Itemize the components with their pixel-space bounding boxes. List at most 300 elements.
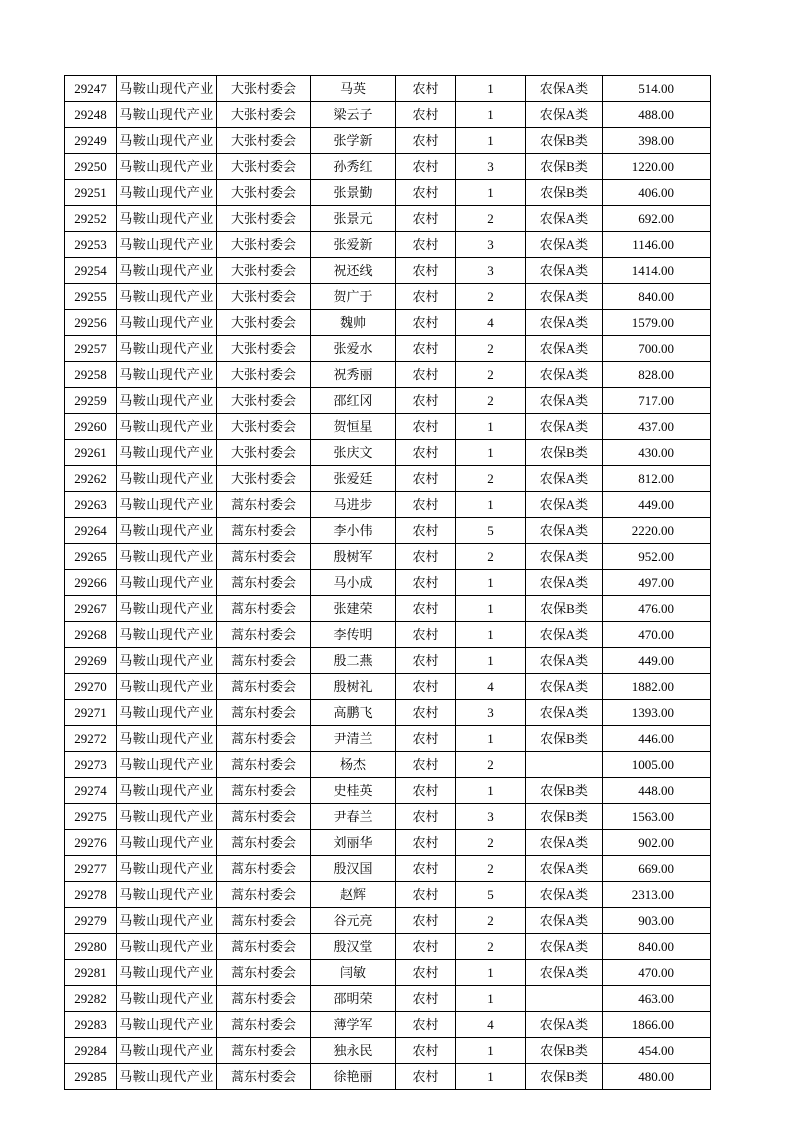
- table-cell-category: 农村: [396, 310, 456, 336]
- table-cell-amount: 449.00: [603, 648, 711, 674]
- table-cell-name: 杨杰: [311, 752, 396, 778]
- table-cell-village: 蒿东村委会: [217, 1038, 311, 1064]
- table-cell-village: 蒿东村委会: [217, 674, 311, 700]
- table-cell-name: 张学新: [311, 128, 396, 154]
- table-cell-village: 大张村委会: [217, 388, 311, 414]
- table-cell-count: 1: [456, 414, 526, 440]
- table-cell-zone: 马鞍山现代产业: [117, 128, 217, 154]
- table-row: [65, 336, 711, 362]
- table-cell-count: 4: [456, 674, 526, 700]
- table-cell-count: 1: [456, 622, 526, 648]
- table-cell-category: 农村: [396, 466, 456, 492]
- table-cell-insurance: 农保A类: [526, 934, 603, 960]
- table-cell-insurance: 农保A类: [526, 856, 603, 882]
- table-cell-zone: 马鞍山现代产业: [117, 232, 217, 258]
- table-cell-insurance: 农保A类: [526, 414, 603, 440]
- table-cell-village: 大张村委会: [217, 128, 311, 154]
- table-cell-category: 农村: [396, 934, 456, 960]
- table-cell-count: 4: [456, 310, 526, 336]
- table-cell-amount: 902.00: [603, 830, 711, 856]
- table-cell-id: 29263: [65, 492, 117, 518]
- table-cell-id: 29249: [65, 128, 117, 154]
- table-row: [65, 1064, 711, 1090]
- table-cell-id: 29255: [65, 284, 117, 310]
- table-cell-insurance: 农保A类: [526, 466, 603, 492]
- table-row: [65, 622, 711, 648]
- table-cell-category: 农村: [396, 1064, 456, 1090]
- table-cell-category: 农村: [396, 570, 456, 596]
- table-cell-id: 29266: [65, 570, 117, 596]
- table-cell-id: 29280: [65, 934, 117, 960]
- table-cell-amount: 1220.00: [603, 154, 711, 180]
- table-cell-amount: 454.00: [603, 1038, 711, 1064]
- table-cell-category: 农村: [396, 518, 456, 544]
- table-cell-village: 蒿东村委会: [217, 492, 311, 518]
- table-cell-zone: 马鞍山现代产业: [117, 336, 217, 362]
- table-cell-amount: 1579.00: [603, 310, 711, 336]
- table-cell-count: 1: [456, 1038, 526, 1064]
- table-cell-zone: 马鞍山现代产业: [117, 362, 217, 388]
- table-cell-name: 马小成: [311, 570, 396, 596]
- table-cell-zone: 马鞍山现代产业: [117, 830, 217, 856]
- table-cell-name: 史桂英: [311, 778, 396, 804]
- table-cell-count: 3: [456, 804, 526, 830]
- table-cell-village: 大张村委会: [217, 310, 311, 336]
- table-cell-amount: 669.00: [603, 856, 711, 882]
- table-row: [65, 544, 711, 570]
- table-cell-insurance: 农保B类: [526, 596, 603, 622]
- table-cell-category: 农村: [396, 674, 456, 700]
- table-cell-amount: 448.00: [603, 778, 711, 804]
- table-cell-id: 29265: [65, 544, 117, 570]
- table-cell-insurance: 农保B类: [526, 726, 603, 752]
- table-cell-count: 2: [456, 388, 526, 414]
- table-cell-count: 3: [456, 700, 526, 726]
- table-cell-name: 尹春兰: [311, 804, 396, 830]
- table-cell-village: 蒿东村委会: [217, 596, 311, 622]
- table-cell-amount: 497.00: [603, 570, 711, 596]
- table-row: [65, 414, 711, 440]
- table-cell-name: 邵红冈: [311, 388, 396, 414]
- table-cell-zone: 马鞍山现代产业: [117, 726, 217, 752]
- table-cell-id: 29279: [65, 908, 117, 934]
- table-row: [65, 310, 711, 336]
- table-cell-category: 农村: [396, 856, 456, 882]
- table-cell-village: 蒿东村委会: [217, 1012, 311, 1038]
- table-cell-amount: 476.00: [603, 596, 711, 622]
- table-cell-category: 农村: [396, 180, 456, 206]
- table-cell-category: 农村: [396, 336, 456, 362]
- table-cell-id: 29284: [65, 1038, 117, 1064]
- table-cell-name: 徐艳丽: [311, 1064, 396, 1090]
- table-cell-count: 1: [456, 596, 526, 622]
- table-cell-category: 农村: [396, 102, 456, 128]
- table-cell-category: 农村: [396, 622, 456, 648]
- table-cell-amount: 470.00: [603, 622, 711, 648]
- table-cell-insurance: [526, 986, 603, 1012]
- table-cell-insurance: 农保A类: [526, 336, 603, 362]
- table-cell-id: 29283: [65, 1012, 117, 1038]
- table-cell-village: 蒿东村委会: [217, 882, 311, 908]
- table-cell-id: 29256: [65, 310, 117, 336]
- table-cell-village: 蒿东村委会: [217, 778, 311, 804]
- table-cell-category: 农村: [396, 154, 456, 180]
- table-cell-zone: 马鞍山现代产业: [117, 284, 217, 310]
- table-cell-category: 农村: [396, 778, 456, 804]
- table-cell-insurance: 农保A类: [526, 388, 603, 414]
- table-cell-insurance: 农保A类: [526, 882, 603, 908]
- table-cell-amount: 437.00: [603, 414, 711, 440]
- table-cell-village: 蒿东村委会: [217, 830, 311, 856]
- table-cell-category: 农村: [396, 1012, 456, 1038]
- table-cell-zone: 马鞍山现代产业: [117, 76, 217, 102]
- table-cell-zone: 马鞍山现代产业: [117, 570, 217, 596]
- table-cell-id: 29277: [65, 856, 117, 882]
- table-cell-insurance: 农保A类: [526, 362, 603, 388]
- table-cell-count: 2: [456, 856, 526, 882]
- table-cell-village: 蒿东村委会: [217, 570, 311, 596]
- table-row: [65, 882, 711, 908]
- table-cell-name: 闫敏: [311, 960, 396, 986]
- table-cell-count: 1: [456, 492, 526, 518]
- table-cell-name: 孙秀红: [311, 154, 396, 180]
- table-cell-village: 蒿东村委会: [217, 804, 311, 830]
- table-row: [65, 752, 711, 778]
- table-row: [65, 830, 711, 856]
- table-cell-name: 邵明荣: [311, 986, 396, 1012]
- table-cell-count: 2: [456, 206, 526, 232]
- table-cell-insurance: 农保B类: [526, 804, 603, 830]
- table-cell-insurance: 农保A类: [526, 1012, 603, 1038]
- table-cell-zone: 马鞍山现代产业: [117, 466, 217, 492]
- table-cell-id: 29274: [65, 778, 117, 804]
- table-cell-insurance: 农保B类: [526, 1038, 603, 1064]
- table-cell-village: 大张村委会: [217, 414, 311, 440]
- table-cell-name: 梁云子: [311, 102, 396, 128]
- table-cell-id: 29248: [65, 102, 117, 128]
- table-cell-count: 1: [456, 180, 526, 206]
- table-cell-village: 蒿东村委会: [217, 960, 311, 986]
- table-cell-zone: 马鞍山现代产业: [117, 622, 217, 648]
- table-cell-amount: 1005.00: [603, 752, 711, 778]
- table-cell-insurance: 农保B类: [526, 180, 603, 206]
- table-cell-name: 张爱新: [311, 232, 396, 258]
- table-cell-id: 29252: [65, 206, 117, 232]
- table-cell-village: 蒿东村委会: [217, 934, 311, 960]
- table-cell-category: 农村: [396, 830, 456, 856]
- table-cell-village: 大张村委会: [217, 466, 311, 492]
- table-row: [65, 466, 711, 492]
- table-cell-name: 殷二燕: [311, 648, 396, 674]
- table-cell-category: 农村: [396, 128, 456, 154]
- table-cell-zone: 马鞍山现代产业: [117, 206, 217, 232]
- table-cell-category: 农村: [396, 388, 456, 414]
- table-cell-name: 张建荣: [311, 596, 396, 622]
- table-row: [65, 206, 711, 232]
- table-cell-amount: 812.00: [603, 466, 711, 492]
- table-cell-amount: 430.00: [603, 440, 711, 466]
- table-row: [65, 440, 711, 466]
- table-cell-village: 大张村委会: [217, 336, 311, 362]
- table-cell-insurance: 农保B类: [526, 1064, 603, 1090]
- table-cell-zone: 马鞍山现代产业: [117, 102, 217, 128]
- table-cell-zone: 马鞍山现代产业: [117, 388, 217, 414]
- table-row: [65, 388, 711, 414]
- table-cell-id: 29285: [65, 1064, 117, 1090]
- table-cell-category: 农村: [396, 804, 456, 830]
- table-cell-id: 29257: [65, 336, 117, 362]
- table-cell-name: 李小伟: [311, 518, 396, 544]
- table-cell-insurance: 农保A类: [526, 960, 603, 986]
- table-cell-amount: 1882.00: [603, 674, 711, 700]
- table-cell-id: 29260: [65, 414, 117, 440]
- table-cell-name: 贺广于: [311, 284, 396, 310]
- table-cell-id: 29247: [65, 76, 117, 102]
- table-cell-id: 29258: [65, 362, 117, 388]
- table-cell-village: 蒿东村委会: [217, 752, 311, 778]
- table-row: [65, 128, 711, 154]
- table-cell-count: 2: [456, 466, 526, 492]
- table-cell-amount: 2220.00: [603, 518, 711, 544]
- table-row: [65, 908, 711, 934]
- table-cell-village: 蒿东村委会: [217, 856, 311, 882]
- table-cell-name: 殷汉堂: [311, 934, 396, 960]
- table-cell-zone: 马鞍山现代产业: [117, 804, 217, 830]
- table-cell-category: 农村: [396, 960, 456, 986]
- table-cell-name: 殷树礼: [311, 674, 396, 700]
- table-cell-category: 农村: [396, 206, 456, 232]
- table-cell-id: 29275: [65, 804, 117, 830]
- table-cell-amount: 2313.00: [603, 882, 711, 908]
- table-row: [65, 596, 711, 622]
- table-row: [65, 102, 711, 128]
- table-cell-amount: 692.00: [603, 206, 711, 232]
- table-cell-village: 大张村委会: [217, 284, 311, 310]
- table-cell-insurance: [526, 752, 603, 778]
- table-cell-insurance: 农保A类: [526, 544, 603, 570]
- table-row: [65, 180, 711, 206]
- table-cell-category: 农村: [396, 76, 456, 102]
- table-cell-amount: 903.00: [603, 908, 711, 934]
- table-cell-amount: 840.00: [603, 284, 711, 310]
- table-row: [65, 700, 711, 726]
- table-cell-count: 1: [456, 570, 526, 596]
- table-cell-count: 1: [456, 76, 526, 102]
- table-cell-village: 大张村委会: [217, 102, 311, 128]
- table-cell-amount: 398.00: [603, 128, 711, 154]
- table-cell-zone: 马鞍山现代产业: [117, 986, 217, 1012]
- table-cell-insurance: 农保A类: [526, 492, 603, 518]
- table-cell-zone: 马鞍山现代产业: [117, 544, 217, 570]
- table-cell-insurance: 农保A类: [526, 232, 603, 258]
- table-cell-category: 农村: [396, 752, 456, 778]
- table-cell-amount: 446.00: [603, 726, 711, 752]
- table-cell-amount: 1866.00: [603, 1012, 711, 1038]
- table-row: [65, 76, 711, 102]
- table-cell-count: 2: [456, 752, 526, 778]
- table-cell-count: 5: [456, 518, 526, 544]
- table-cell-amount: 840.00: [603, 934, 711, 960]
- table-cell-name: 赵辉: [311, 882, 396, 908]
- table-cell-name: 张爱廷: [311, 466, 396, 492]
- table-cell-amount: 717.00: [603, 388, 711, 414]
- table-row: [65, 154, 711, 180]
- table-cell-category: 农村: [396, 726, 456, 752]
- table-cell-category: 农村: [396, 882, 456, 908]
- table-row: [65, 960, 711, 986]
- table-cell-insurance: 农保B类: [526, 440, 603, 466]
- table-cell-name: 李传明: [311, 622, 396, 648]
- table-cell-village: 蒿东村委会: [217, 700, 311, 726]
- table-cell-insurance: 农保A类: [526, 700, 603, 726]
- table-cell-category: 农村: [396, 362, 456, 388]
- table-cell-village: 大张村委会: [217, 76, 311, 102]
- table-cell-amount: 449.00: [603, 492, 711, 518]
- table-cell-amount: 700.00: [603, 336, 711, 362]
- table-cell-id: 29269: [65, 648, 117, 674]
- table-cell-id: 29259: [65, 388, 117, 414]
- table-cell-amount: 828.00: [603, 362, 711, 388]
- table-cell-count: 1: [456, 1064, 526, 1090]
- table-cell-count: 1: [456, 778, 526, 804]
- table-cell-amount: 952.00: [603, 544, 711, 570]
- table-cell-amount: 1393.00: [603, 700, 711, 726]
- table-cell-id: 29268: [65, 622, 117, 648]
- table-row: [65, 856, 711, 882]
- table-cell-count: 3: [456, 232, 526, 258]
- table-cell-amount: 1414.00: [603, 258, 711, 284]
- table-cell-count: 2: [456, 336, 526, 362]
- table-cell-zone: 马鞍山现代产业: [117, 596, 217, 622]
- table-cell-zone: 马鞍山现代产业: [117, 258, 217, 284]
- table-cell-name: 薄学军: [311, 1012, 396, 1038]
- table-cell-insurance: 农保B类: [526, 128, 603, 154]
- table-body: [65, 76, 711, 1090]
- table-cell-name: 独永民: [311, 1038, 396, 1064]
- table-row: [65, 986, 711, 1012]
- table-cell-category: 农村: [396, 1038, 456, 1064]
- table-cell-category: 农村: [396, 908, 456, 934]
- table-cell-village: 大张村委会: [217, 440, 311, 466]
- table-cell-count: 2: [456, 830, 526, 856]
- table-cell-category: 农村: [396, 492, 456, 518]
- table-cell-insurance: 农保A类: [526, 622, 603, 648]
- table-cell-id: 29262: [65, 466, 117, 492]
- table-cell-category: 农村: [396, 544, 456, 570]
- table-cell-count: 3: [456, 258, 526, 284]
- table-cell-amount: 514.00: [603, 76, 711, 102]
- table-cell-name: 刘丽华: [311, 830, 396, 856]
- table-row: [65, 362, 711, 388]
- table-cell-village: 蒿东村委会: [217, 986, 311, 1012]
- table-cell-zone: 马鞍山现代产业: [117, 908, 217, 934]
- table-cell-insurance: 农保A类: [526, 258, 603, 284]
- table-cell-id: 29267: [65, 596, 117, 622]
- table-cell-amount: 470.00: [603, 960, 711, 986]
- table-row: [65, 934, 711, 960]
- table-cell-id: 29281: [65, 960, 117, 986]
- table-cell-count: 1: [456, 648, 526, 674]
- table-cell-amount: 463.00: [603, 986, 711, 1012]
- table-cell-category: 农村: [396, 232, 456, 258]
- table-row: [65, 232, 711, 258]
- table-cell-category: 农村: [396, 700, 456, 726]
- table-cell-zone: 马鞍山现代产业: [117, 856, 217, 882]
- table-cell-zone: 马鞍山现代产业: [117, 752, 217, 778]
- table-cell-name: 殷汉国: [311, 856, 396, 882]
- table-row: [65, 492, 711, 518]
- table-cell-village: 大张村委会: [217, 258, 311, 284]
- table-cell-category: 农村: [396, 596, 456, 622]
- table-cell-name: 张景勤: [311, 180, 396, 206]
- table-cell-zone: 马鞍山现代产业: [117, 492, 217, 518]
- table-cell-category: 农村: [396, 284, 456, 310]
- table-cell-id: 29272: [65, 726, 117, 752]
- table-cell-count: 5: [456, 882, 526, 908]
- table-cell-village: 蒿东村委会: [217, 518, 311, 544]
- table-cell-count: 2: [456, 934, 526, 960]
- table-cell-insurance: 农保A类: [526, 908, 603, 934]
- table-cell-id: 29276: [65, 830, 117, 856]
- table-cell-count: 2: [456, 544, 526, 570]
- table-cell-count: 2: [456, 908, 526, 934]
- table-cell-zone: 马鞍山现代产业: [117, 154, 217, 180]
- table-cell-id: 29282: [65, 986, 117, 1012]
- table-cell-insurance: 农保A类: [526, 830, 603, 856]
- beneficiary-table: [64, 75, 711, 1090]
- table-row: [65, 804, 711, 830]
- table-cell-village: 大张村委会: [217, 362, 311, 388]
- table-cell-insurance: 农保A类: [526, 76, 603, 102]
- table-cell-id: 29278: [65, 882, 117, 908]
- table-cell-village: 大张村委会: [217, 180, 311, 206]
- table-cell-insurance: 农保A类: [526, 310, 603, 336]
- table-cell-zone: 马鞍山现代产业: [117, 700, 217, 726]
- table-cell-insurance: 农保A类: [526, 674, 603, 700]
- table-cell-count: 1: [456, 440, 526, 466]
- table-cell-count: 1: [456, 986, 526, 1012]
- table-cell-count: 1: [456, 102, 526, 128]
- table-cell-village: 蒿东村委会: [217, 544, 311, 570]
- table-row: [65, 570, 711, 596]
- table-cell-amount: 480.00: [603, 1064, 711, 1090]
- table-cell-id: 29270: [65, 674, 117, 700]
- table-cell-village: 大张村委会: [217, 154, 311, 180]
- table-cell-zone: 马鞍山现代产业: [117, 648, 217, 674]
- table-cell-name: 高鹏飞: [311, 700, 396, 726]
- table-cell-name: 张爱水: [311, 336, 396, 362]
- table-cell-village: 蒿东村委会: [217, 1064, 311, 1090]
- table-row: [65, 1012, 711, 1038]
- table-cell-village: 蒿东村委会: [217, 622, 311, 648]
- table-cell-insurance: 农保A类: [526, 518, 603, 544]
- table-cell-count: 1: [456, 128, 526, 154]
- table-cell-zone: 马鞍山现代产业: [117, 674, 217, 700]
- table-cell-name: 魏帅: [311, 310, 396, 336]
- table-cell-village: 蒿东村委会: [217, 908, 311, 934]
- table-row: [65, 674, 711, 700]
- table-cell-zone: 马鞍山现代产业: [117, 440, 217, 466]
- table-cell-category: 农村: [396, 440, 456, 466]
- table-cell-insurance: 农保A类: [526, 102, 603, 128]
- table-cell-village: 大张村委会: [217, 232, 311, 258]
- table-cell-count: 1: [456, 726, 526, 752]
- table-row: [65, 284, 711, 310]
- table-cell-category: 农村: [396, 648, 456, 674]
- table-cell-name: 张庆文: [311, 440, 396, 466]
- table-cell-zone: 马鞍山现代产业: [117, 960, 217, 986]
- table-cell-village: 蒿东村委会: [217, 726, 311, 752]
